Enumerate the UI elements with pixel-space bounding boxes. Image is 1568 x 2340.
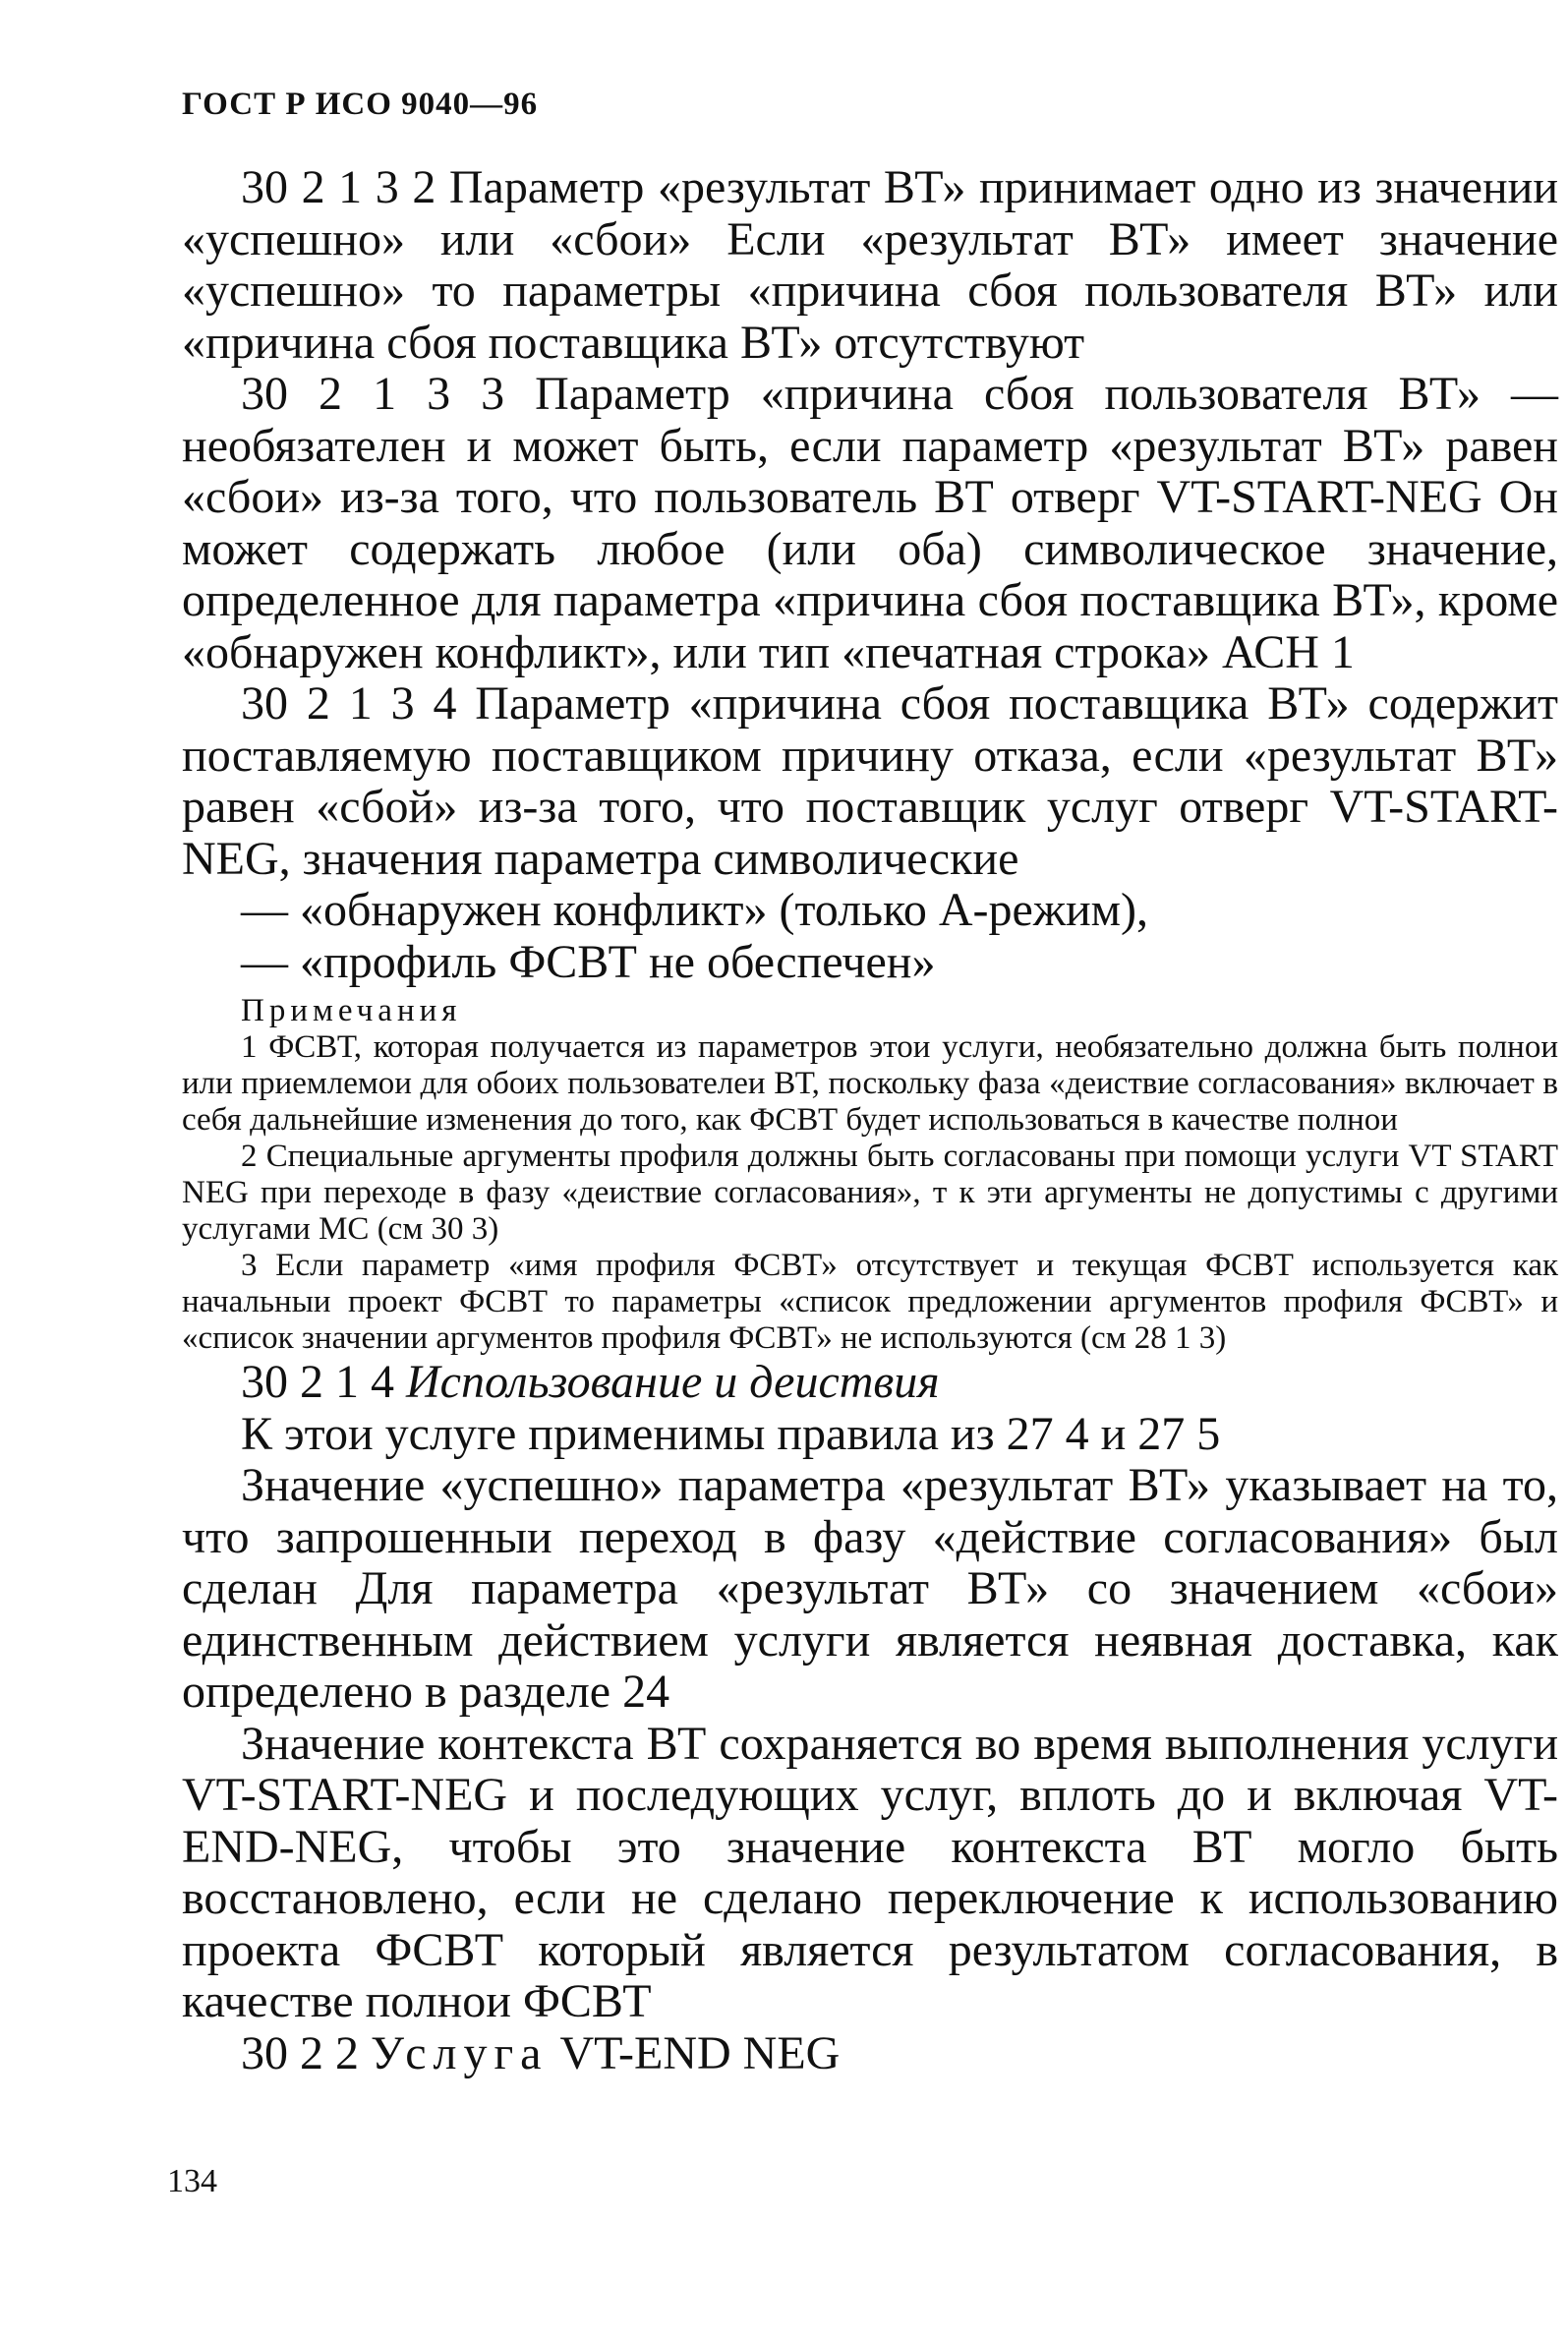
list-item: — «обнаружен конфликт» (только А-режим), <box>241 884 1149 936</box>
page-content <box>182 162 1558 2079</box>
section-heading <box>182 1357 1558 1409</box>
note-item: 2 Специальные аргументы профиля должны быть согласованы при помощи услуги VT START NEG при переходе в фазу «деиствие согласования», т к эти аргументы не допустимы с другими услугами МС (см 30 3) <box>182 1139 1558 1247</box>
list-item: — «профиль ФСВТ не обеспечен» <box>241 935 936 988</box>
paragraph-30-2-1-3-3: 30 2 1 3 3 Параметр «причина сбоя пользователя ВТ» — необязателен и может быть, если параметр «результат ВТ» равен «сбои» из-за того, что пользователь ВТ отверг VT-START-NEG Он может содержать любое (или оба) символическое значение, определенное для параметра «причина сбоя поставщика ВТ», кроме «обнаружен конфликт», или тип «печатная строка» АСН 1 <box>182 368 1558 678</box>
page-number: 134 <box>167 2163 217 2199</box>
body-paragraph: Значение «успешно» параметра «результат ВТ» указывает на то, что запрошенныи переход в фазу «действие согласования» был сделан Для параметра «результат ВТ» со значением «сбои» единственным действием услуги является неявная доставка, как определено в разделе 24 <box>182 1459 1558 1718</box>
paragraph-30-2-1-3-4: 30 2 1 3 4 Параметр «причина сбоя поставщика ВТ» содержит поставляемую поставщиком причину отказа, если «результат ВТ» равен «сбой» из-за того, что поставщик услуг отверг VT-START-NEG, значения параметра символические <box>182 677 1558 885</box>
paragraph-30-2-1-3-2: 30 2 1 3 2 Параметр «результат ВТ» принимает одно из значении «успешно» или «сбои» Если «результат ВТ» имеет значение «успешно» то параметры «причина сбоя пользователя ВТ» или «причина сбоя поставщика ВТ» отсутствуют <box>182 161 1558 369</box>
body-paragraph: К этои услуге применимы правила из 27 4 и 27 5 <box>241 1407 1221 1460</box>
final-heading-label: Услуга <box>371 2026 549 2079</box>
section-heading-number: 30 2 1 4 <box>241 1356 394 1408</box>
body-paragraph: Значение контекста ВТ сохраняется во время выполнения услуги VT-START-NEG и последующих услуг, вплоть до и включая VT-END-NEG, чтобы это значение контекста ВТ могло быть восстановлено, если не сделано переключение к использованию проекта ФСВТ который является результатом согласования, в качестве полнои ФСВТ <box>182 1717 1558 2027</box>
notes-title: Примечания <box>241 993 462 1028</box>
final-heading <box>182 2028 1558 2080</box>
note-item: 3 Если параметр «имя профиля ФСВТ» отсутствует и текущая ФСВТ используется как начальныи проект ФСВТ то параметры «список предложении аргументов профиля ФСВТ» и «список значении аргументов профиля ФСВТ» не используются (см 28 1 3) <box>182 1248 1558 1356</box>
final-heading-name: VT-END NEG <box>559 2026 841 2079</box>
final-heading-number: 30 2 2 <box>241 2026 359 2079</box>
section-heading-text: Использование и деиствия <box>406 1356 940 1408</box>
document-header: ГОСТ Р ИСО 9040—96 <box>182 87 539 122</box>
note-item: 1 ФСВТ, которая получается из параметров этои услуги, необязательно должна быть полнои или приемлемои для обоих пользователеи ВТ, поскольку фаза «деиствие согласования» включает в себя дальнейшие изменения до того, как ФСВТ будет использоваться в качестве полнои <box>182 1029 1558 1138</box>
